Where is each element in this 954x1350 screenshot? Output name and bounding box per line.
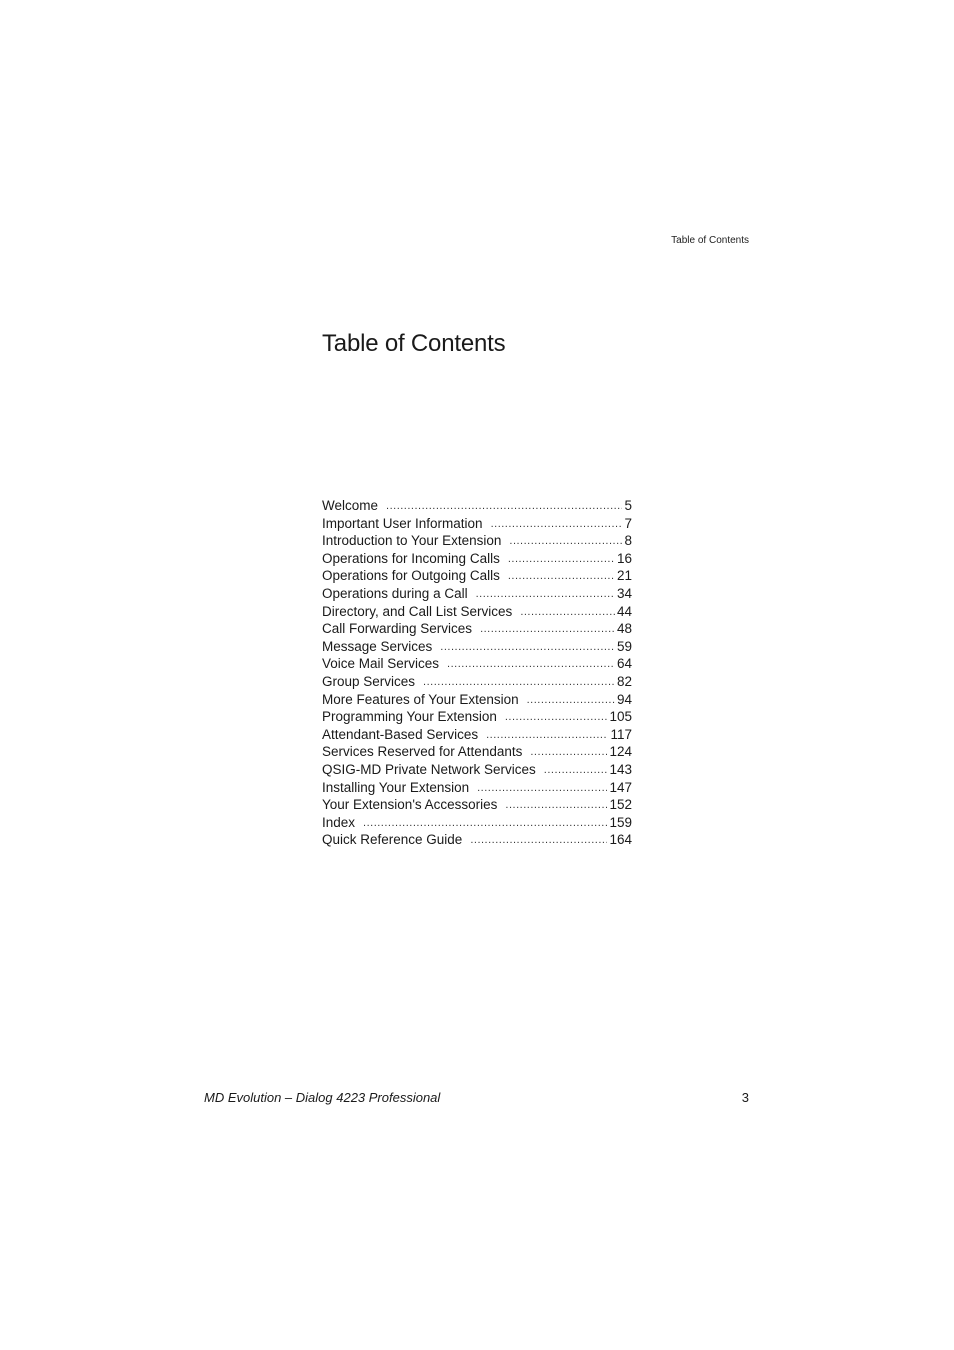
toc-entry-label: Installing Your Extension [322,779,470,795]
toc-entry[interactable] [322,515,632,533]
toc-entry-page: 64 [616,656,632,672]
toc-entry-page: 152 [609,797,632,813]
toc-entry-page: 143 [609,761,632,777]
toc-entry-label: Services Reserved for Attendants [322,744,523,760]
toc-entry-label: Message Services [322,638,433,654]
running-header: Table of Contents [671,235,749,246]
toc-entry-page: 8 [624,533,632,549]
toc-dot-leader [480,621,615,639]
toc-entry[interactable] [322,831,632,849]
toc-entry-label: Important User Information [322,515,483,531]
toc-entry-label: Group Services [322,673,416,689]
toc-entry-label: Introduction to Your Extension [322,533,502,549]
toc-entry-label: Directory, and Call List Services [322,603,513,619]
toc-entry-page: 7 [624,515,632,531]
toc-entry-label: Your Extension's Accessories [322,797,498,813]
footer-document-title: MD Evolution – Dialog 4223 Professional [204,1090,441,1105]
toc-dot-leader [508,568,615,586]
toc-entry-page: 16 [616,550,632,566]
toc-entry-page: 21 [616,568,632,584]
toc-entry[interactable] [322,779,632,797]
toc-dot-leader [440,639,615,657]
toc-dot-leader [520,604,615,622]
toc-entry[interactable] [322,585,632,603]
toc-entry-label: Call Forwarding Services [322,621,473,637]
toc-dot-leader [363,815,607,833]
table-of-contents-list [322,497,632,849]
toc-entry[interactable] [322,550,632,568]
toc-dot-leader [447,656,615,674]
toc-entry[interactable] [322,673,632,691]
toc-entry-label: Welcome [322,498,379,513]
toc-dot-leader [509,533,622,551]
toc-entry[interactable] [322,814,632,832]
toc-entry-page: 34 [616,585,632,601]
toc-dot-leader [527,692,615,710]
toc-entry-page: 94 [616,691,632,707]
toc-entry[interactable] [322,691,632,709]
toc-entry[interactable] [322,497,632,515]
toc-entry-page: 48 [616,621,632,637]
toc-entry-page: 5 [624,498,632,513]
toc-dot-leader [486,727,608,745]
toc-entry-page: 82 [616,673,632,689]
toc-entry-label: Attendant-Based Services [322,726,479,742]
toc-entry-page: 44 [616,603,632,619]
toc-dot-leader [530,744,607,762]
toc-dot-leader [423,674,615,692]
toc-entry-label: More Features of Your Extension [322,691,519,707]
toc-dot-leader [544,762,608,780]
toc-entry[interactable] [322,532,632,550]
toc-dot-leader [505,797,607,815]
toc-entry[interactable] [322,743,632,761]
toc-dot-leader [470,832,607,850]
toc-entry-label: Index [322,814,356,830]
page-title: Table of Contents [322,330,506,357]
toc-entry-label: Programming Your Extension [322,709,497,725]
toc-entry[interactable] [322,796,632,814]
toc-entry-page: 147 [609,779,632,795]
toc-entry[interactable] [322,761,632,779]
toc-entry[interactable] [322,708,632,726]
toc-dot-leader [491,516,623,534]
toc-entry-page: 105 [609,709,632,725]
toc-dot-leader [476,586,615,604]
toc-entry-label: Voice Mail Services [322,656,440,672]
toc-entry-label: Operations for Outgoing Calls [322,568,500,584]
toc-dot-leader [386,498,622,516]
toc-entry-page: 164 [609,832,632,848]
toc-dot-leader [508,551,615,569]
toc-entry-page: 59 [616,638,632,654]
toc-entry-page: 124 [609,744,632,760]
toc-entry-label: Operations for Incoming Calls [322,550,500,566]
toc-entry-label: QSIG-MD Private Network Services [322,761,536,777]
toc-entry[interactable] [322,620,632,638]
toc-entry-label: Operations during a Call [322,585,468,601]
footer-page-number: 3 [741,1090,749,1105]
toc-entry[interactable] [322,655,632,673]
toc-entry[interactable] [322,603,632,621]
toc-entry-page: 159 [609,814,632,830]
toc-entry-label: Quick Reference Guide [322,832,463,848]
toc-dot-leader [477,780,607,798]
toc-entry[interactable] [322,726,632,744]
toc-entry[interactable] [322,638,632,656]
toc-entry-page: 117 [610,726,632,742]
toc-entry[interactable] [322,567,632,585]
toc-dot-leader [505,709,608,727]
